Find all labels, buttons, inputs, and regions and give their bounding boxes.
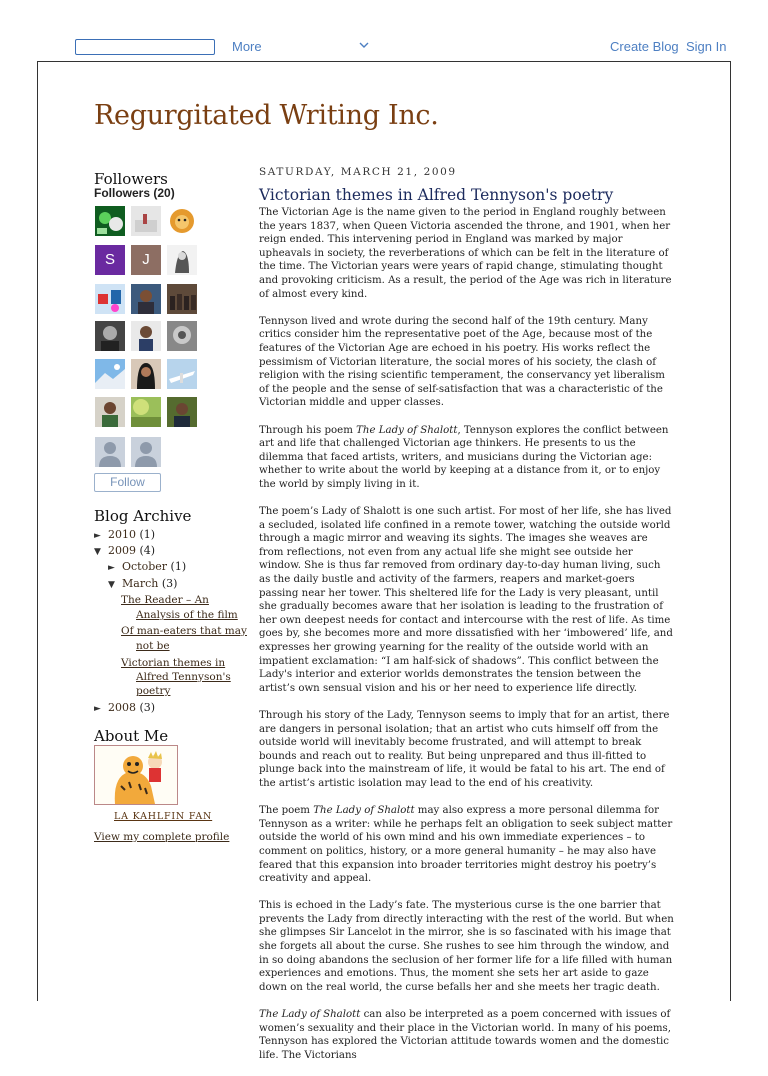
archive-year-2008[interactable]: [94, 701, 155, 714]
follower-avatar[interactable]: [131, 321, 161, 351]
archive-post-link[interactable]: Alfred Tennyson's: [136, 671, 231, 683]
default-avatar[interactable]: [95, 437, 125, 467]
follower-avatar[interactable]: [167, 359, 197, 389]
archive-year-link[interactable]: 2010: [108, 528, 136, 541]
archive-year-link[interactable]: 2009: [108, 544, 136, 557]
archive-month-march[interactable]: [108, 577, 177, 590]
post-paragraph: This is echoed in the Lady’s fate. The mysterious curse is the one barrier that prevents the Lady from directly interacting with the rest of the world. But when she glimpses Sir Lancelot in the mirror, she is so fascinated with his image that she forgets all about the curse. She rushes to see him through the window, and in so doing abandons the seclusion of her former life for a life filled with human experiences and emotions. Thus, the moment she sets her art aside to gaze down on the real world, the curse befalls her and she meets her tragic death.: [259, 900, 674, 993]
text-run: , Tennyson explores the conflict between art and life that challenged Victorian age thinkers. He presents to us the dilemma that faced artists, writers, and musicians during the Victorian age: whether to write about the world by keeping at a distance from it, or to enjoy the world by simply living in it.: [259, 424, 669, 490]
profile-name-link[interactable]: LA KAHLFIN FAN: [114, 811, 213, 822]
expand-triangle-icon[interactable]: ►: [94, 704, 101, 714]
search-input[interactable]: [75, 39, 215, 55]
text-run: may also express a more personal dilemma for Tennyson as a writer: while he perhaps felt an obligation to seek subject matter outside the world of his own mind and his own immediate experiences – to comment on politics, history, or a more general humanity – he may also have feared that this expansion into broader territories might destroy his poetry’s creativity and appeal.: [259, 805, 673, 885]
follower-avatar-letter[interactable]: [95, 245, 125, 275]
archive-month-link[interactable]: March: [122, 577, 159, 590]
blog-title[interactable]: Regurgitated Writing Inc.: [94, 100, 439, 131]
follower-avatar[interactable]: [95, 359, 125, 389]
follower-avatar[interactable]: [131, 359, 161, 389]
expand-triangle-icon[interactable]: ►: [108, 563, 115, 573]
follower-avatar[interactable]: [95, 321, 125, 351]
post-paragraph: The Victorian Age is the name given to the period in England roughly between the years 1837, when Queen Victoria ascended the throne, and 1901, when her reign ended. This intervening period in England was marked by major upheavals in society, the reverberations of which can be felt in the literature of the time. The Victorian years were years of rapid change, stimulating thought and provoking criticism. As a result, the period of the Age was rich in literature of almost every kind.: [259, 207, 672, 300]
chevron-down-icon[interactable]: [358, 40, 370, 50]
avatar-letter: J: [142, 251, 150, 268]
poem-title: The Lady of Shalott: [259, 1009, 361, 1021]
more-link[interactable]: More: [232, 39, 262, 54]
default-avatar[interactable]: [131, 437, 161, 467]
post-paragraph: The poem’s Lady of Shalott is one such artist. For most of her life, she has lived a secluded, isolated life confined in a remote tower, watching the outside world through a magic mirror and weaving its sights. The images she weaves are from reflections, not even from any actual life she might see outside her window. She is thus far removed from ordinary day-to-day human living, such as the daily bustle and activity of the farmers, reapers and market-goers passing near her tower. This sheltered life for the Lady is very pleasant, until she gradually becomes aware that her isolation is leading to the frustration of her own deepest needs for contact and intercourse with the rest of life. As time goes by, she becomes more and more dissatisfied with her ‘imbowered’ life, and expresses her growing yearning for the reality of the outside world with an impatient exclamation: “I am half-sick of shadows”. This conflict between the Lady's interior and exterior worlds demonstrates the tension between the artist’s own sensual vision and his or her need to experience life directly.: [259, 506, 673, 694]
archive-month-link[interactable]: October: [122, 560, 168, 573]
post-title[interactable]: Victorian themes in Alfred Tennyson's poetry: [259, 186, 614, 204]
post-paragraph: Through his story of the Lady, Tennyson seems to imply that for an artist, there are dangers in personal isolation; that an artist who cuts himself off from the outside world will inevitably become frustrated, and will attempt to break bounds and reach out to reality. But being unprepared and thus ill-fitted to plunge back into the mainstream of life, it would be fatal to his art. The end of the artist’s artistic isolation may lead to the end of his creativity.: [259, 709, 670, 789]
follower-avatar[interactable]: [131, 206, 161, 236]
sign-in-link[interactable]: Sign In: [686, 39, 727, 54]
blogger-navbar: [0, 0, 768, 62]
poem-title: The Lady of Shalott: [313, 805, 415, 817]
follower-avatar[interactable]: [167, 397, 197, 427]
about-me-heading: About Me: [94, 727, 169, 745]
archive-month-october[interactable]: [108, 560, 186, 573]
post-date: SATURDAY, MARCH 21, 2009: [259, 166, 457, 178]
follow-button[interactable]: Follow: [94, 473, 161, 492]
follower-avatar[interactable]: [167, 206, 197, 236]
profile-image[interactable]: [94, 745, 178, 805]
post-paragraph: [259, 1008, 674, 1062]
archive-post-link[interactable]: Victorian themes in: [121, 657, 226, 669]
text-run: The poem: [259, 805, 314, 817]
post-paragraph: [259, 804, 674, 886]
text-run: Through his poem: [259, 424, 357, 436]
archive-year-2010[interactable]: [94, 528, 155, 541]
view-profile-link[interactable]: View my complete profile: [94, 831, 230, 843]
follower-avatar[interactable]: [95, 397, 125, 427]
follower-avatar-letter[interactable]: [131, 245, 161, 275]
archive-count: (3): [161, 577, 178, 590]
follower-avatar[interactable]: [167, 284, 197, 314]
archive-post-link[interactable]: The Reader – An: [121, 594, 209, 606]
archive-post-link[interactable]: Of man-eaters that may: [121, 625, 247, 637]
archive-post-link[interactable]: Analysis of the film: [136, 609, 238, 621]
create-blog-link[interactable]: Create Blog: [610, 39, 679, 54]
post-paragraph: [259, 424, 674, 492]
follower-avatar[interactable]: [131, 397, 161, 427]
expand-triangle-icon[interactable]: ►: [94, 531, 101, 541]
follower-avatar[interactable]: [95, 284, 125, 314]
text-run: can also be interpreted as a poem concerned with issues of women’s sexuality and their place in the Victorian world. In many of his poems, Tennyson has explored the Victorian attitude towards women and the domestic life. The Victorians: [259, 1009, 672, 1061]
poem-title: The Lady of Shalott: [356, 424, 458, 436]
archive-post-link[interactable]: poetry: [136, 685, 171, 697]
follower-avatar[interactable]: [167, 321, 197, 351]
collapse-triangle-icon[interactable]: ▼: [94, 547, 101, 557]
post-paragraph: Tennyson lived and wrote during the second half of the 19th century. Many critics consider him the representative poet of the Age, because most of the features of the Victorian Age are echoed in his poetry. His works reflect the pessimism of Victorian literature, the social mores of his society, the clash of religion with the rising scientific temperament, the conservancy yet liberalism of the people and the sense of self-satisfaction that was a characteristic of the Victorian middle and upper classes.: [259, 315, 665, 409]
archive-count: (3): [139, 701, 156, 714]
archive-count: (1): [139, 528, 156, 541]
archive-post-link[interactable]: not be: [136, 640, 170, 652]
follower-avatar[interactable]: [95, 206, 125, 236]
archive-count: (4): [139, 544, 156, 557]
collapse-triangle-icon[interactable]: ▼: [108, 580, 115, 590]
archive-year-2009[interactable]: [94, 544, 155, 557]
archive-year-link[interactable]: 2008: [108, 701, 136, 714]
follower-avatar[interactable]: [167, 245, 197, 275]
post-body: [259, 206, 674, 1076]
follower-avatar[interactable]: [131, 284, 161, 314]
avatar-letter: S: [104, 251, 115, 268]
blog-archive-heading: Blog Archive: [94, 507, 192, 525]
archive-count: (1): [170, 560, 187, 573]
followers-heading: Followers: [94, 170, 168, 188]
followers-count: Followers (20): [94, 186, 175, 200]
